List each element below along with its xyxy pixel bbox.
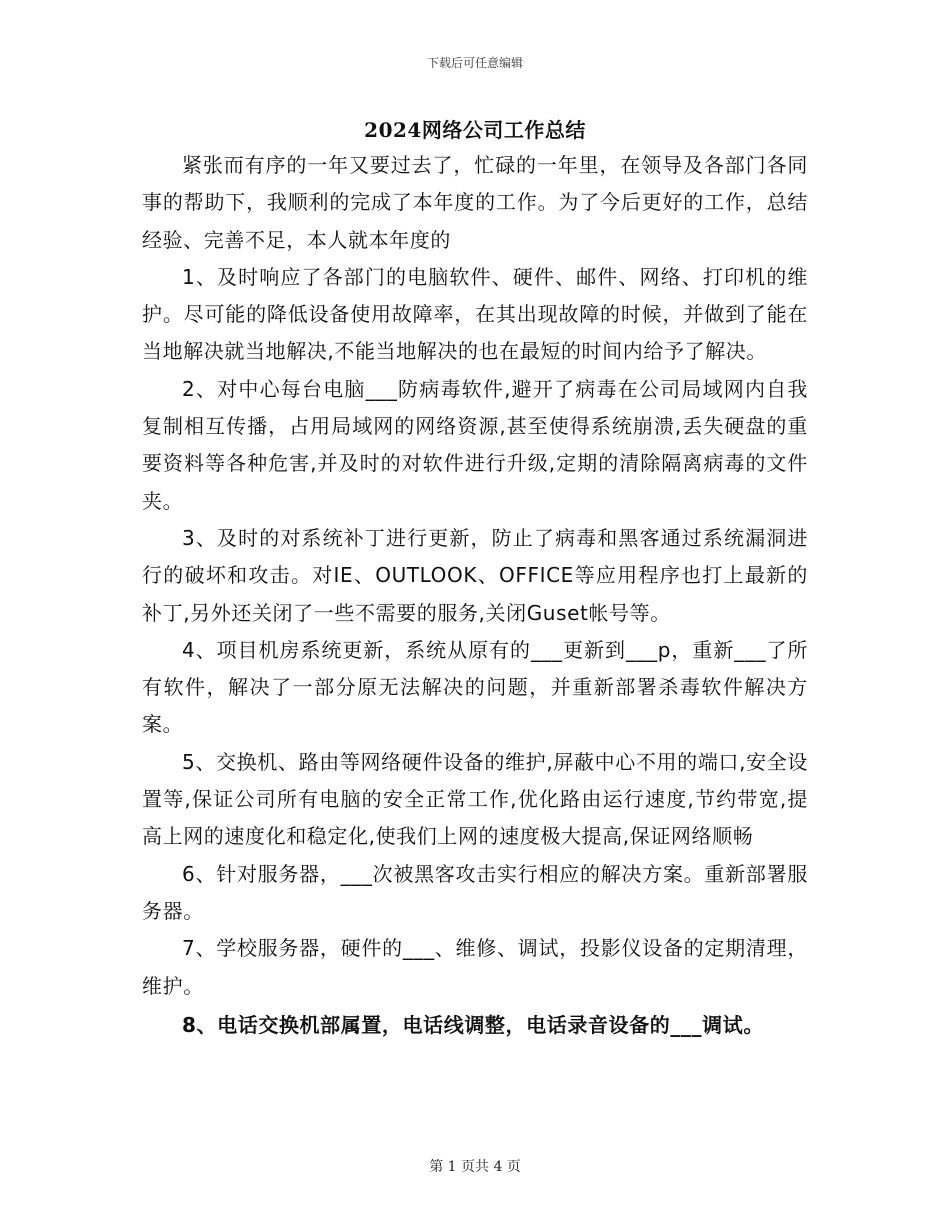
document-body bbox=[142, 147, 808, 1044]
item-4-paragraph: 4、项目机房系统更新，系统从原有的___更新到___p，重新___了所有软件，解决了一部分原无法解决的问题，并重新部署杀毒软件解决方案。 bbox=[142, 637, 808, 737]
item-3-paragraph: 3、及时的对系统补丁进行更新，防止了病毒和黑客通过系统漏洞进行的破坏和攻击。对IE、OUTLOOK、OFFICE等应用程序也打上最新的补丁,另外还关闭了一些不需要的服务,关闭Guset帐号等。 bbox=[142, 525, 808, 625]
page-footer: 第 1 页共 4 页 bbox=[429, 1159, 521, 1175]
item-5-paragraph: 5、交换机、路由等网络硬件设备的维护,屏蔽中心不用的端口,安全设置等,保证公司所有电脑的安全正常工作,优化路由运行速度,节约带宽,提高上网的速度化和稳定化,使我们上网的速度极大提高,保证网络顺畅 bbox=[142, 749, 808, 849]
item-6-paragraph: 6、针对服务器，___次被黑客攻击实行相应的解决方案。重新部署服务器。 bbox=[142, 861, 808, 923]
item-8-paragraph: 8、电话交换机部属置，电话线调整，电话录音设备的___调试。 bbox=[182, 1012, 764, 1037]
document-title: 2024网络公司工作总结 bbox=[364, 118, 586, 142]
item-1-paragraph: 1、及时响应了各部门的电脑软件、硬件、邮件、网络、打印机的维护。尽可能的降低设备使用故障率，在其出现故障的时候，并做到了能在当地解决就当地解决,不能当地解决的也在最短的时间内给予了解决。 bbox=[142, 264, 808, 364]
item-7-paragraph: 7、学校服务器，硬件的___、维修、调试，投影仪设备的定期清理，维护。 bbox=[142, 936, 808, 998]
intro-paragraph: 紧张而有序的一年又要过去了，忙碌的一年里，在领导及各部门各同事的帮助下，我顺利的完成了本年度的工作。为了今后更好的工作，总结经验、完善不足，本人就本年度的 bbox=[142, 153, 808, 252]
item-2-paragraph: 2、对中心每台电脑___防病毒软件,避开了病毒在公司局域网内自我复制相互传播，占用局域网的网络资源,甚至使得系统崩溃,丢失硬盘的重要资料等各种危害,并及时的对软件进行升级,定期的清除隔离病毒的文件夹。 bbox=[142, 376, 808, 513]
header-note: 下载后可任意编辑 bbox=[426, 56, 523, 70]
